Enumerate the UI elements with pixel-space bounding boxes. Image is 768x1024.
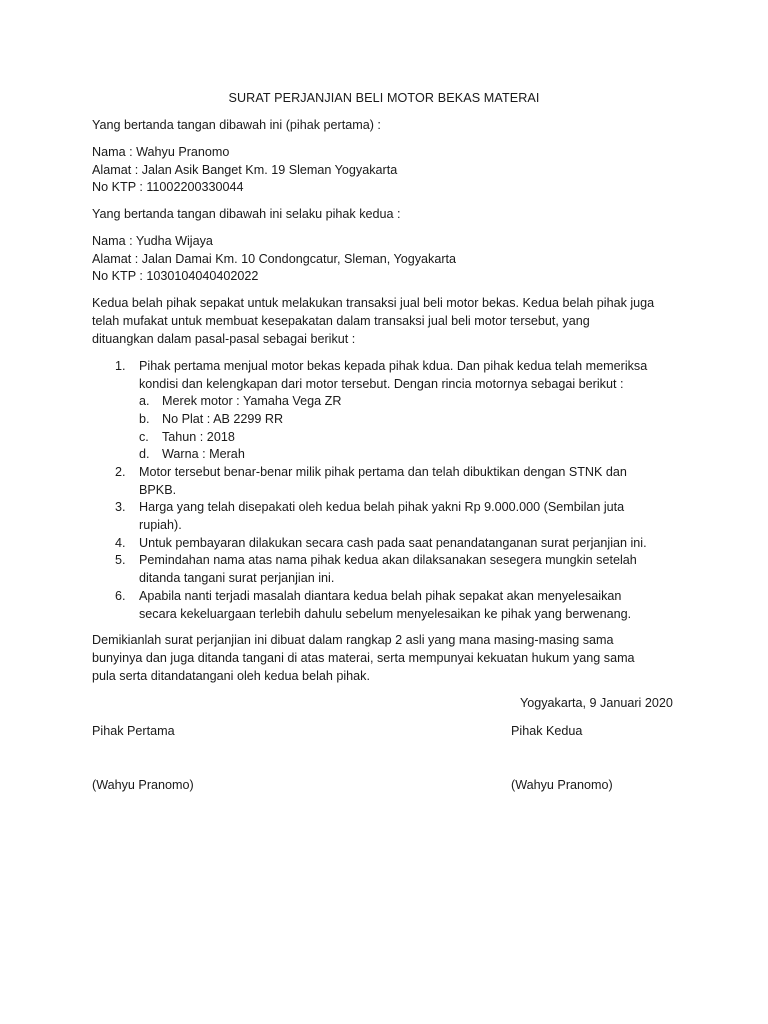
closing-line: Demikianlah surat perjanjian ini dibuat dalam rangkap 2 asli yang mana masing-masing sama [92,633,614,647]
sub-item-text: No Plat : AB 2299 RR [162,412,284,426]
sub-item-letter: d. [139,447,150,461]
place-date: Yogyakarta, 9 Januari 2020 [520,696,673,710]
agreement-intro-line: Kedua belah pihak sepakat untuk melakukan transaksi jual beli motor bekas. Kedua belah pihak juga [92,296,655,310]
first-party-ktp: No KTP : 11002200330044 [92,180,244,194]
first-party-intro: Yang bertanda tangan dibawah ini (pihak pertama) : [92,118,381,132]
clause-text: Harga yang telah disepakati oleh kedua belah pihak yakni Rp 9.000.000 (Sembilan juta [139,500,625,514]
clause-number: 1. [115,359,126,373]
signature-label-second-party: Pihak Kedua [511,724,583,738]
clause-text: BPKB. [139,483,177,497]
closing-line: pula serta ditandatangani oleh kedua belah pihak. [92,669,370,683]
second-party-ktp: No KTP : 1030104040402022 [92,269,259,283]
agreement-intro-line: dituangkan dalam pasal-pasal sebagai berikut : [92,332,356,346]
clause-text: Apabila nanti terjadi masalah diantara kedua belah pihak sepakat akan menyelesaikan [139,589,622,603]
signature-name-second-party: (Wahyu Pranomo) [511,778,613,792]
second-party-intro: Yang bertanda tangan dibawah ini selaku pihak kedua : [92,207,401,221]
sub-item-text: Tahun : 2018 [162,430,235,444]
signature-name-first-party: (Wahyu Pranomo) [92,778,194,792]
first-party-name: Nama : Wahyu Pranomo [92,145,230,159]
clause-number: 3. [115,500,126,514]
clause-text: kondisi dan kelengkapan dari motor tersebut. Dengan rincia motornya sebagai berikut : [139,377,624,391]
second-party-address: Alamat : Jalan Damai Km. 10 Condongcatur, Sleman, Yogyakarta [92,252,457,266]
clause-text: Pihak pertama menjual motor bekas kepada pihak kdua. Dan pihak kedua telah memeriksa [139,359,648,373]
first-party-address: Alamat : Jalan Asik Banget Km. 19 Sleman Yogyakarta [92,163,398,177]
clause-number: 4. [115,536,126,550]
clause-number: 5. [115,553,126,567]
sub-item-letter: c. [139,430,149,444]
agreement-intro-line: telah mufakat untuk membuat kesepakatan dalam transaksi jual beli motor tersebut, yang [92,314,590,328]
clause-text: Pemindahan nama atas nama pihak kedua akan dilaksanakan sesegera mungkin setelah [139,553,637,567]
clause-text: Untuk pembayaran dilakukan secara cash pada saat penandatanganan surat perjanjian ini. [139,536,647,550]
clause-text: Motor tersebut benar-benar milik pihak pertama dan telah dibuktikan dengan STNK dan [139,465,627,479]
clause-text: ditanda tangani surat perjanjian ini. [139,571,335,585]
document-title: SURAT PERJANJIAN BELI MOTOR BEKAS MATERAI [228,91,540,105]
clause-number: 6. [115,589,126,603]
clause-number: 2. [115,465,126,479]
sub-item-letter: a. [139,394,150,408]
second-party-name: Nama : Yudha Wijaya [92,234,213,248]
signature-label-first-party: Pihak Pertama [92,724,175,738]
clause-text: secara kekeluargaan terlebih dahulu sebelum menyelesaikan ke pihak yang berwenang. [139,607,632,621]
sub-item-text: Warna : Merah [162,447,245,461]
closing-line: bunyinya dan juga ditanda tangani di atas materai, serta mempunyai kekuatan hukum yang sama [92,651,635,665]
sub-item-letter: b. [139,412,150,426]
sub-item-text: Merek motor : Yamaha Vega ZR [162,394,342,408]
clause-text: rupiah). [139,518,182,532]
